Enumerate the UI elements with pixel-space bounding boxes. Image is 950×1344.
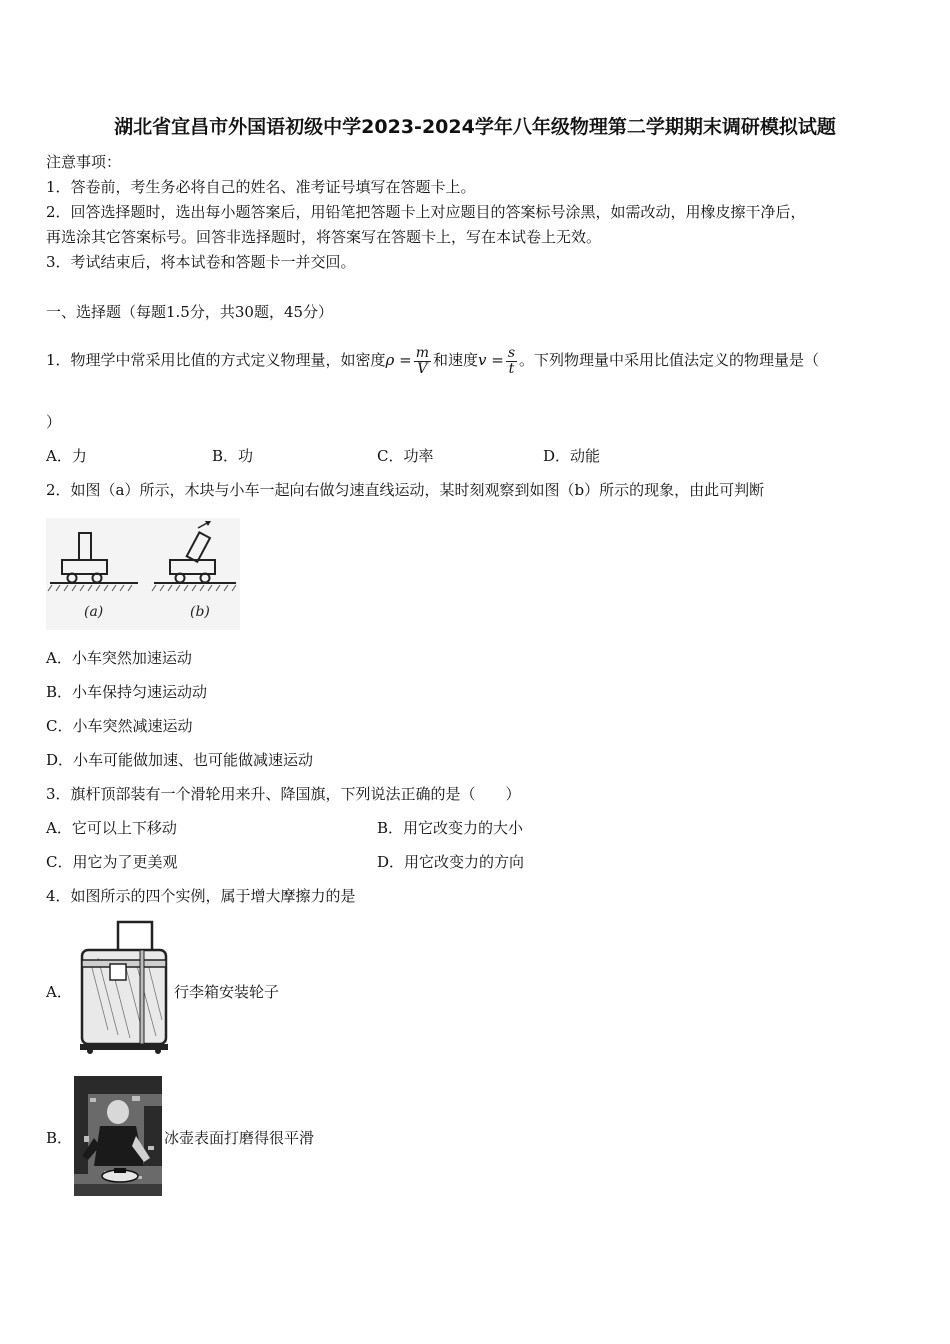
q1-density-fraction xyxy=(414,346,431,377)
q1-speed-fraction xyxy=(506,346,517,377)
q1-option-c: C．功率 xyxy=(377,447,434,465)
q1-rho-symbol: ρ = xyxy=(385,351,412,369)
q3-option-d: D．用它改变力的方向 xyxy=(377,853,525,871)
q1-density-numerator: m xyxy=(415,344,429,361)
q4-option-a-text: 行李箱安装轮子 xyxy=(174,983,280,1001)
q1-speed-numerator: s xyxy=(507,344,515,361)
cart-block-figure xyxy=(46,518,240,630)
section-heading-choice: 一、选择题（每题1.5分，共30题，45分） xyxy=(46,303,334,321)
q2-option-b: B．小车保持匀速运动动 xyxy=(46,683,208,701)
q2-option-d: D．小车可能做加速、也可能做减速运动 xyxy=(46,751,314,769)
q1-close-paren: ） xyxy=(46,413,62,431)
q4-option-a-letter: A． xyxy=(46,983,72,1001)
q4-option-b-letter: B． xyxy=(46,1129,73,1147)
q3-option-a: A．它可以上下移动 xyxy=(46,819,177,837)
q1-pre-text: 1．物理学中常采用比值的方式定义物理量，如密度 xyxy=(46,351,386,369)
question-4-stem: 4．如图所示的四个实例，属于增大摩擦力的是 xyxy=(46,887,356,905)
q1-option-d: D．动能 xyxy=(543,447,601,465)
suitcase-icon xyxy=(78,920,172,1054)
notice-item-2: 2．回答选择题时，选出每小题答案后，用铅笔把答题卡上对应题目的答案标号涂黑，如需改动，用橡皮擦干净后， xyxy=(46,203,806,221)
q1-speed-denominator: t xyxy=(508,360,515,377)
figure-a-label: (a) xyxy=(84,604,104,620)
figure-b-label: (b) xyxy=(190,604,210,620)
q1-option-b: B．功 xyxy=(212,447,254,465)
q2-option-c: C．小车突然减速运动 xyxy=(46,717,193,735)
q4-option-b-text: 冰壶表面打磨得很平滑 xyxy=(164,1129,315,1147)
q3-option-b: B．用它改变力的大小 xyxy=(377,819,524,837)
q1-density-denominator: V xyxy=(417,360,428,377)
q2-option-a: A．小车突然加速运动 xyxy=(46,649,192,667)
question-1-stem xyxy=(46,338,819,382)
notice-item-2-cont: 再选涂其它答案标号。回答非选择题时，将答案写在答题卡上，写在本试卷上无效。 xyxy=(46,228,602,246)
suitcase-image xyxy=(78,920,172,1054)
curling-player-icon xyxy=(74,1076,162,1196)
q1-v-symbol: v = xyxy=(478,351,504,369)
question-3-stem: 3．旗杆顶部装有一个滑轮用来升、降国旗，下列说法正确的是（ ） xyxy=(46,785,521,803)
q1-post-text: 。下列物理量中采用比值法定义的物理量是（ xyxy=(519,351,820,369)
page-title: 湖北省宜昌市外国语初级中学2023-2024学年八年级物理第二学期期末调研模拟试题 xyxy=(114,116,836,138)
q3-option-c: C．用它为了更美观 xyxy=(46,853,178,871)
question-2-stem: 2．如图（a）所示，木块与小车一起向右做匀速直线运动，某时刻观察到如图（b）所示的现象，由此可判断 xyxy=(46,481,765,499)
cart-block-diagram xyxy=(46,518,240,630)
q1-option-a: A．力 xyxy=(46,447,87,465)
notice-item-3: 3．考试结束后，将本试卷和答题卡一并交回。 xyxy=(46,253,356,271)
curling-photo xyxy=(74,1076,162,1196)
q1-mid-text: 和速度 xyxy=(432,351,478,369)
notice-heading: 注意事项： xyxy=(46,153,122,171)
notice-item-1: 1．答卷前，考生务必将自己的姓名、准考证号填写在答题卡上。 xyxy=(46,178,476,196)
